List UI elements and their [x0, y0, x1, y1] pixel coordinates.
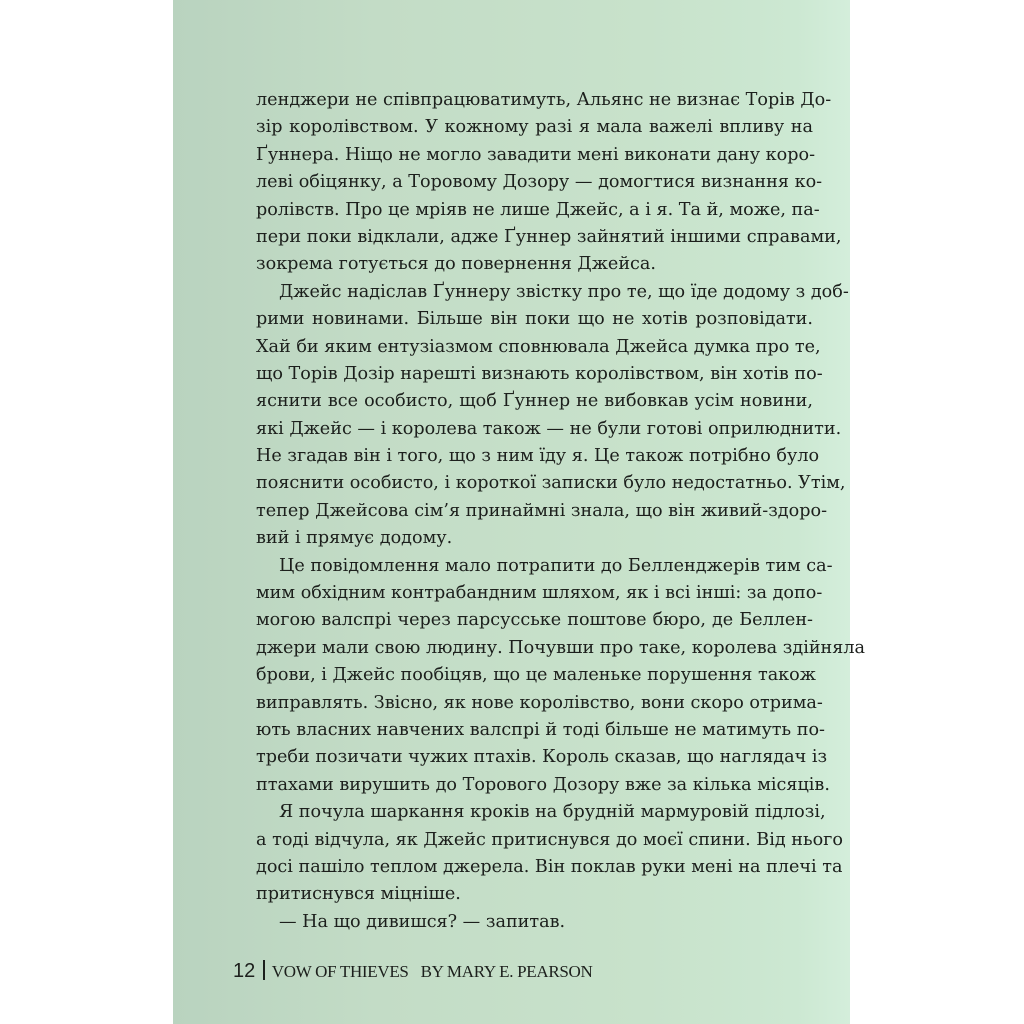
text-line: тепер Джейсова сім’я принаймні знала, що він живий-здоро-	[256, 500, 828, 521]
text-line: пояснити особисто, і короткої записки було недостатньо. Утім,	[256, 473, 846, 494]
text-line: Я почула шаркання кроків на брудній мармуровій підлозі,	[279, 802, 826, 823]
text-line: треби позичати чужих птахів. Король сказав, що наглядач із	[256, 747, 828, 768]
book-title: VOW OF THIEVES	[271, 962, 409, 981]
text-line: а тоді відчула, як Джейс притиснувся до моєї спини. Від нього	[256, 829, 843, 850]
text-line: рими новинами. Більше він поки що не хотів розповідати.	[256, 309, 813, 330]
text-line: брови, і Джейс пообіцяв, що це маленьке порушення також	[256, 665, 816, 686]
book-page	[173, 0, 866, 1024]
body-text	[256, 87, 866, 936]
page-number: 12	[233, 960, 256, 982]
footer-separator	[263, 960, 265, 980]
text-line: яснити все особисто, щоб Ґуннер не вибовкав усім новини,	[256, 391, 813, 412]
text-line: досі пашіло теплом джерела. Він поклав руки мені на плечі та	[256, 856, 843, 877]
text-line: ленджери не співпрацюватимуть, Альянс не визнає Торів До-	[256, 90, 832, 110]
text-line: Хай би яким ентузіазмом сповнювала Джейса думка про те,	[256, 336, 821, 357]
text-line: джери мали свою людину. Почувши про таке, королева здійняла	[256, 637, 866, 658]
text-line: ролівств. Про це мріяв не лише Джейс, а і я. Та й, може, па-	[256, 199, 820, 220]
text-line: зокрема готується до повернення Джейса.	[256, 254, 656, 275]
text-line: вий і прямує додому.	[256, 528, 453, 549]
text-line: пери поки відклали, адже Ґуннер зайнятий іншими справами,	[256, 226, 842, 247]
text-line: притиснувся міцніше.	[256, 884, 461, 905]
text-line: — На що дивишся? — запитав.	[279, 911, 566, 932]
text-line: мим обхідним контрабандним шляхом, як і всі інші: за допо-	[256, 583, 823, 604]
text-line: птахами вирушить до Торового Дозору вже за кілька місяців.	[256, 774, 830, 795]
book-author: BY MARY E. PEARSON	[420, 962, 593, 981]
text-line: Це повідомлення мало потрапити до Белленджерів тим са-	[279, 555, 833, 576]
text-line: Ґуннера. Ніщо не могло завадити мені виконати дану коро-	[256, 144, 816, 165]
text-line: леві обіцянку, а Торовому Дозору — домогтися визнання ко-	[256, 172, 823, 193]
text-line: зір королівством. У кожному разі я мала важелі впливу на	[256, 117, 813, 138]
text-line: могою валспрі через парсусське поштове бюро, де Беллен-	[256, 610, 813, 631]
text-line: Не згадав він і того, що з ним їду я. Це також потрібно було	[256, 446, 820, 467]
text-line: виправлять. Звісно, як нове королівство, вони скоро отрима-	[256, 692, 823, 713]
text-line: які Джейс — і королева також — не були готові оприлюднити.	[256, 418, 842, 439]
text-line: ють власних навчених валспрі й тоді більше не матимуть по-	[256, 719, 825, 740]
page-footer	[233, 960, 592, 983]
text-line: що Торів Дозір нарешті визнають королівством, він хотів по-	[256, 363, 823, 384]
text-line: Джейс надіслав Ґуннеру звістку про те, що їде додому з доб-	[279, 281, 849, 302]
